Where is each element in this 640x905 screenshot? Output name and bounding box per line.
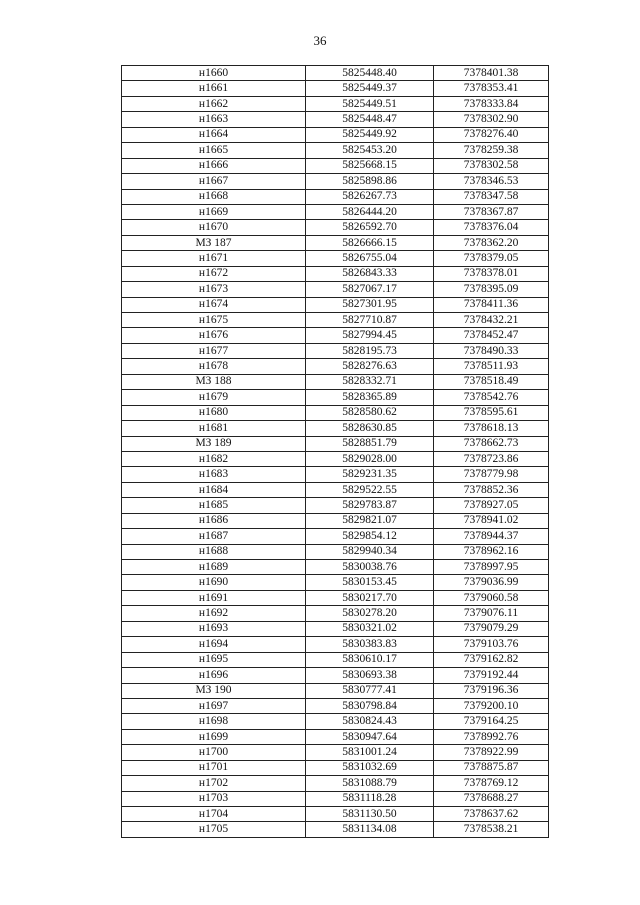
point-name-cell: н1701	[122, 760, 306, 775]
point-name-cell: н1705	[122, 822, 306, 837]
point-name-cell: МЗ 189	[122, 436, 306, 451]
table-row	[122, 698, 549, 713]
table-row	[122, 436, 549, 451]
x-coordinate-cell: 5830947.64	[306, 729, 434, 744]
point-name-cell: н1700	[122, 745, 306, 760]
table-row	[122, 745, 549, 760]
point-name-cell: н1683	[122, 467, 306, 482]
table-row	[122, 652, 549, 667]
point-name-cell: н1671	[122, 251, 306, 266]
table-row	[122, 127, 549, 142]
x-coordinate-cell: 5829522.55	[306, 482, 434, 497]
table-row	[122, 251, 549, 266]
table-row	[122, 822, 549, 837]
x-coordinate-cell: 5827067.17	[306, 282, 434, 297]
point-name-cell: н1661	[122, 81, 306, 96]
x-coordinate-cell: 5831001.24	[306, 745, 434, 760]
point-name-cell: н1697	[122, 698, 306, 713]
point-name-cell: н1703	[122, 791, 306, 806]
point-name-cell: н1680	[122, 405, 306, 420]
y-coordinate-cell: 7378333.84	[434, 96, 549, 111]
point-name-cell: МЗ 187	[122, 235, 306, 250]
point-name-cell: н1674	[122, 297, 306, 312]
x-coordinate-cell: 5830321.02	[306, 621, 434, 636]
x-coordinate-cell: 5829028.00	[306, 451, 434, 466]
x-coordinate-cell: 5830798.84	[306, 698, 434, 713]
x-coordinate-cell: 5825449.92	[306, 127, 434, 142]
x-coordinate-cell: 5827994.45	[306, 328, 434, 343]
x-coordinate-cell: 5830824.43	[306, 714, 434, 729]
table-row	[122, 776, 549, 791]
table-row	[122, 266, 549, 281]
y-coordinate-cell: 7379103.76	[434, 637, 549, 652]
point-name-cell: н1688	[122, 544, 306, 559]
table-row	[122, 590, 549, 605]
table-row	[122, 467, 549, 482]
point-name-cell: н1666	[122, 158, 306, 173]
table-row	[122, 807, 549, 822]
table-row	[122, 560, 549, 575]
point-name-cell: н1693	[122, 621, 306, 636]
x-coordinate-cell: 5827301.95	[306, 297, 434, 312]
x-coordinate-cell: 5831118.28	[306, 791, 434, 806]
x-coordinate-cell: 5829231.35	[306, 467, 434, 482]
table-row	[122, 405, 549, 420]
table-row	[122, 282, 549, 297]
table-row	[122, 544, 549, 559]
point-name-cell: н1686	[122, 513, 306, 528]
x-coordinate-cell: 5826592.70	[306, 220, 434, 235]
table-row	[122, 328, 549, 343]
x-coordinate-cell: 5828195.73	[306, 343, 434, 358]
y-coordinate-cell: 7378353.41	[434, 81, 549, 96]
y-coordinate-cell: 7378595.61	[434, 405, 549, 420]
point-name-cell: н1672	[122, 266, 306, 281]
y-coordinate-cell: 7378452.47	[434, 328, 549, 343]
table-row	[122, 189, 549, 204]
x-coordinate-cell: 5825448.47	[306, 112, 434, 127]
point-name-cell: н1685	[122, 498, 306, 513]
x-coordinate-cell: 5826444.20	[306, 204, 434, 219]
point-name-cell: н1695	[122, 652, 306, 667]
y-coordinate-cell: 7378367.87	[434, 204, 549, 219]
x-coordinate-cell: 5825448.40	[306, 66, 434, 81]
x-coordinate-cell: 5828851.79	[306, 436, 434, 451]
table-row	[122, 204, 549, 219]
x-coordinate-cell: 5831134.08	[306, 822, 434, 837]
y-coordinate-cell: 7379164.25	[434, 714, 549, 729]
x-coordinate-cell: 5829821.07	[306, 513, 434, 528]
table-row	[122, 421, 549, 436]
x-coordinate-cell: 5831032.69	[306, 760, 434, 775]
y-coordinate-cell: 7378376.04	[434, 220, 549, 235]
table-row	[122, 235, 549, 250]
x-coordinate-cell: 5825668.15	[306, 158, 434, 173]
point-name-cell: н1699	[122, 729, 306, 744]
point-name-cell: н1681	[122, 421, 306, 436]
x-coordinate-cell: 5825453.20	[306, 143, 434, 158]
y-coordinate-cell: 7379196.36	[434, 683, 549, 698]
y-coordinate-cell: 7378259.38	[434, 143, 549, 158]
y-coordinate-cell: 7378395.09	[434, 282, 549, 297]
table-row	[122, 343, 549, 358]
point-name-cell: н1687	[122, 529, 306, 544]
table-row	[122, 81, 549, 96]
y-coordinate-cell: 7378922.99	[434, 745, 549, 760]
table-row	[122, 668, 549, 683]
y-coordinate-cell: 7378769.12	[434, 776, 549, 791]
table-row	[122, 575, 549, 590]
table-row	[122, 513, 549, 528]
table-row	[122, 359, 549, 374]
y-coordinate-cell: 7378997.95	[434, 560, 549, 575]
y-coordinate-cell: 7378346.53	[434, 174, 549, 189]
table-row	[122, 683, 549, 698]
point-name-cell: н1668	[122, 189, 306, 204]
point-name-cell: н1663	[122, 112, 306, 127]
point-name-cell: н1696	[122, 668, 306, 683]
y-coordinate-cell: 7378490.33	[434, 343, 549, 358]
x-coordinate-cell: 5826755.04	[306, 251, 434, 266]
table-row	[122, 529, 549, 544]
y-coordinate-cell: 7379036.99	[434, 575, 549, 590]
point-name-cell: н1673	[122, 282, 306, 297]
y-coordinate-cell: 7378723.86	[434, 451, 549, 466]
y-coordinate-cell: 7378852.36	[434, 482, 549, 497]
y-coordinate-cell: 7378411.36	[434, 297, 549, 312]
y-coordinate-cell: 7378538.21	[434, 822, 549, 837]
y-coordinate-cell: 7378378.01	[434, 266, 549, 281]
point-name-cell: МЗ 188	[122, 374, 306, 389]
point-name-cell: н1664	[122, 127, 306, 142]
point-name-cell: н1669	[122, 204, 306, 219]
y-coordinate-cell: 7378302.58	[434, 158, 549, 173]
y-coordinate-cell: 7379060.58	[434, 590, 549, 605]
y-coordinate-cell: 7378276.40	[434, 127, 549, 142]
x-coordinate-cell: 5828276.63	[306, 359, 434, 374]
x-coordinate-cell: 5830777.41	[306, 683, 434, 698]
x-coordinate-cell: 5830610.17	[306, 652, 434, 667]
table-row	[122, 451, 549, 466]
y-coordinate-cell: 7378362.20	[434, 235, 549, 250]
y-coordinate-cell: 7378941.02	[434, 513, 549, 528]
table-row	[122, 112, 549, 127]
y-coordinate-cell: 7378688.27	[434, 791, 549, 806]
table-row	[122, 714, 549, 729]
y-coordinate-cell: 7378662.73	[434, 436, 549, 451]
point-name-cell: н1667	[122, 174, 306, 189]
y-coordinate-cell: 7379162.82	[434, 652, 549, 667]
point-name-cell: н1698	[122, 714, 306, 729]
y-coordinate-cell: 7378927.05	[434, 498, 549, 513]
x-coordinate-cell: 5826267.73	[306, 189, 434, 204]
y-coordinate-cell: 7378637.62	[434, 807, 549, 822]
table-row	[122, 158, 549, 173]
table-row	[122, 143, 549, 158]
y-coordinate-cell: 7379079.29	[434, 621, 549, 636]
point-name-cell: н1684	[122, 482, 306, 497]
x-coordinate-cell: 5828580.62	[306, 405, 434, 420]
x-coordinate-cell: 5831130.50	[306, 807, 434, 822]
point-name-cell: н1676	[122, 328, 306, 343]
x-coordinate-cell: 5830217.70	[306, 590, 434, 605]
point-name-cell: н1694	[122, 637, 306, 652]
y-coordinate-cell: 7378379.05	[434, 251, 549, 266]
table-row	[122, 390, 549, 405]
y-coordinate-cell: 7379200.10	[434, 698, 549, 713]
point-name-cell: н1702	[122, 776, 306, 791]
y-coordinate-cell: 7378511.93	[434, 359, 549, 374]
y-coordinate-cell: 7378875.87	[434, 760, 549, 775]
point-name-cell: н1660	[122, 66, 306, 81]
y-coordinate-cell: 7378302.90	[434, 112, 549, 127]
table-row	[122, 606, 549, 621]
table-row	[122, 313, 549, 328]
x-coordinate-cell: 5828365.89	[306, 390, 434, 405]
y-coordinate-cell: 7378432.21	[434, 313, 549, 328]
y-coordinate-cell: 7378944.37	[434, 529, 549, 544]
point-name-cell: н1678	[122, 359, 306, 374]
x-coordinate-cell: 5830693.38	[306, 668, 434, 683]
x-coordinate-cell: 5828332.71	[306, 374, 434, 389]
table-row	[122, 66, 549, 81]
table-row	[122, 174, 549, 189]
y-coordinate-cell: 7378518.49	[434, 374, 549, 389]
table-row	[122, 297, 549, 312]
x-coordinate-cell: 5826666.15	[306, 235, 434, 250]
y-coordinate-cell: 7379076.11	[434, 606, 549, 621]
x-coordinate-cell: 5829783.87	[306, 498, 434, 513]
point-name-cell: н1692	[122, 606, 306, 621]
y-coordinate-cell: 7378542.76	[434, 390, 549, 405]
x-coordinate-cell: 5830278.20	[306, 606, 434, 621]
y-coordinate-cell: 7378779.98	[434, 467, 549, 482]
point-name-cell: н1670	[122, 220, 306, 235]
x-coordinate-cell: 5831088.79	[306, 776, 434, 791]
table-row	[122, 96, 549, 111]
table-row	[122, 498, 549, 513]
point-name-cell: н1675	[122, 313, 306, 328]
x-coordinate-cell: 5830153.45	[306, 575, 434, 590]
coordinates-table	[121, 65, 549, 838]
y-coordinate-cell: 7378347.58	[434, 189, 549, 204]
table-row	[122, 220, 549, 235]
y-coordinate-cell: 7379192.44	[434, 668, 549, 683]
x-coordinate-cell: 5825449.51	[306, 96, 434, 111]
x-coordinate-cell: 5828630.85	[306, 421, 434, 436]
x-coordinate-cell: 5829854.12	[306, 529, 434, 544]
point-name-cell: н1704	[122, 807, 306, 822]
page-number: 36	[313, 33, 327, 48]
x-coordinate-cell: 5826843.33	[306, 266, 434, 281]
x-coordinate-cell: 5825449.37	[306, 81, 434, 96]
point-name-cell: н1665	[122, 143, 306, 158]
table-row	[122, 621, 549, 636]
y-coordinate-cell: 7378992.76	[434, 729, 549, 744]
table-row	[122, 482, 549, 497]
x-coordinate-cell: 5825898.86	[306, 174, 434, 189]
point-name-cell: н1662	[122, 96, 306, 111]
table-row	[122, 729, 549, 744]
point-name-cell: н1691	[122, 590, 306, 605]
table-row	[122, 791, 549, 806]
point-name-cell: н1682	[122, 451, 306, 466]
table-row	[122, 760, 549, 775]
y-coordinate-cell: 7378401.38	[434, 66, 549, 81]
point-name-cell: н1689	[122, 560, 306, 575]
table-row	[122, 637, 549, 652]
y-coordinate-cell: 7378618.13	[434, 421, 549, 436]
point-name-cell: МЗ 190	[122, 683, 306, 698]
coordinates-table-body	[122, 66, 549, 838]
table-row	[122, 374, 549, 389]
x-coordinate-cell: 5830383.83	[306, 637, 434, 652]
point-name-cell: н1679	[122, 390, 306, 405]
x-coordinate-cell: 5827710.87	[306, 313, 434, 328]
x-coordinate-cell: 5830038.76	[306, 560, 434, 575]
point-name-cell: н1677	[122, 343, 306, 358]
point-name-cell: н1690	[122, 575, 306, 590]
x-coordinate-cell: 5829940.34	[306, 544, 434, 559]
y-coordinate-cell: 7378962.16	[434, 544, 549, 559]
